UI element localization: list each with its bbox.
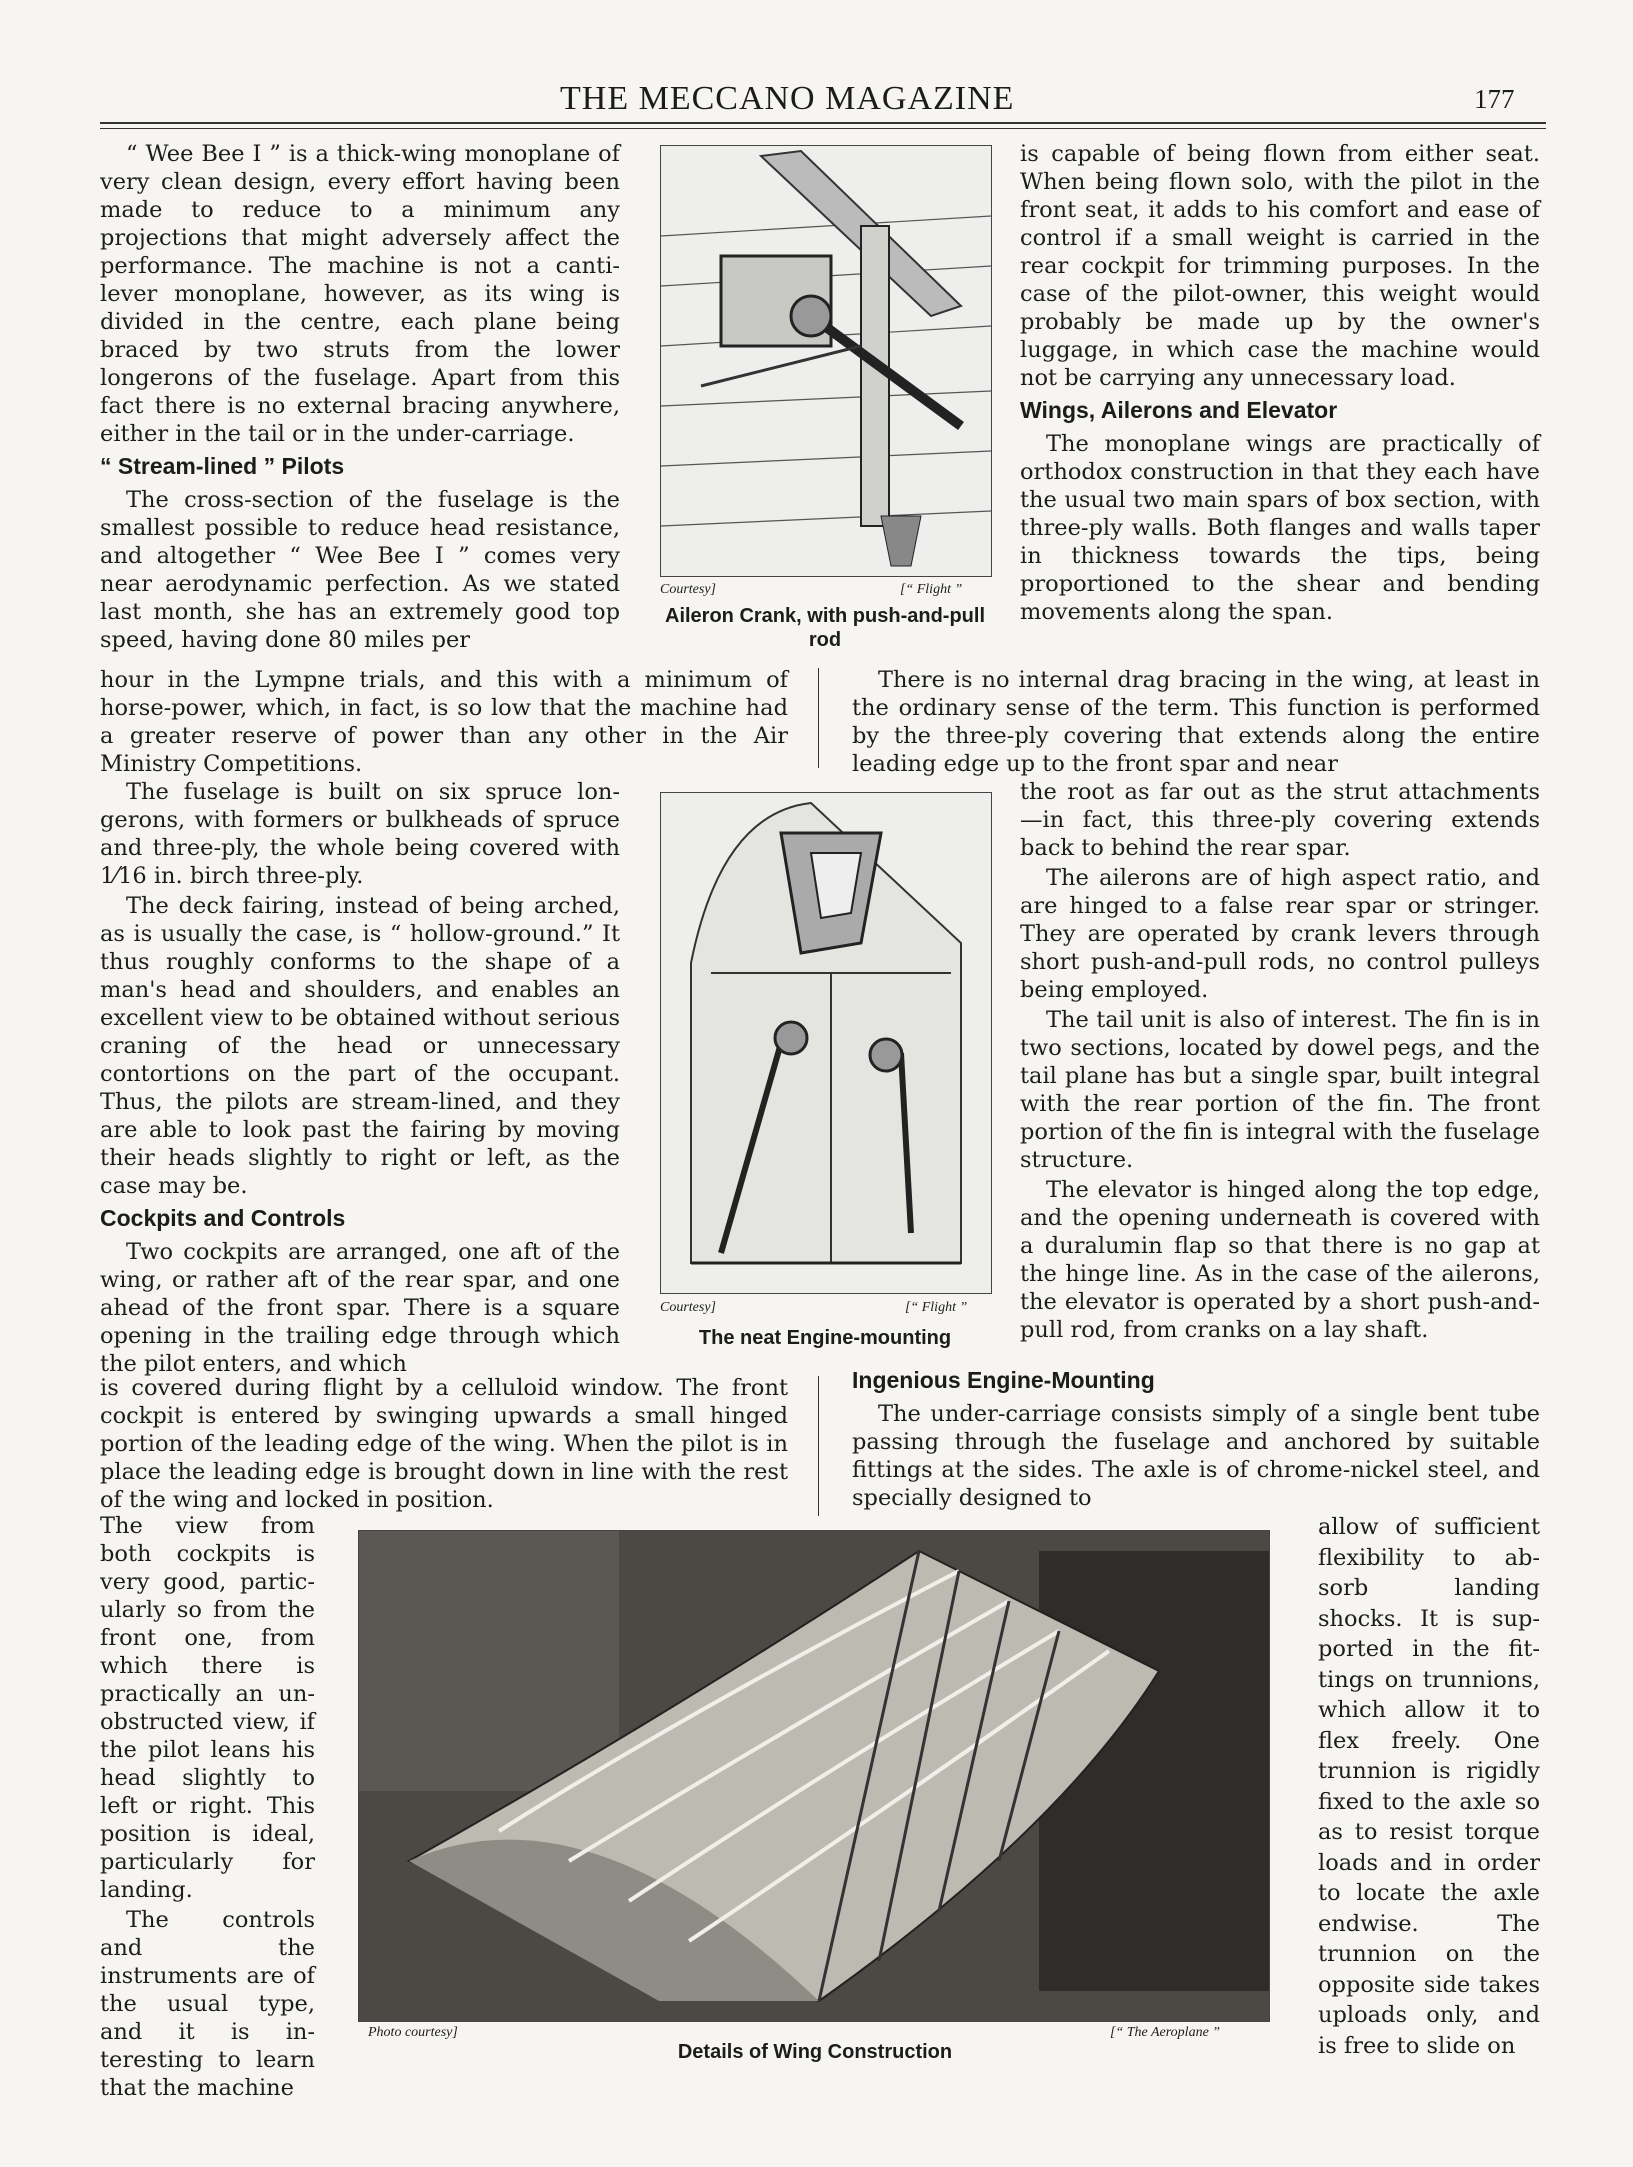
right-column-top (1020, 140, 1540, 628)
engine-mounting-figure (660, 792, 992, 1294)
wing-construction-image (359, 1531, 1269, 2021)
column-divider (818, 1376, 819, 1516)
left-column-top (100, 140, 620, 656)
section-heading: Wings, Ailerons and Elevator (1020, 397, 1338, 423)
paragraph: The under-carriage consists simply of a single bent tube passing through the fuselage and anchored by suitable fittings at the sides. The axle is of chrome-nickel steel, and specially designed to (852, 1401, 1540, 1511)
figure-credit: Photo courtesy] (368, 2025, 458, 2040)
figure-credit: Courtesy] (660, 582, 716, 597)
paragraph: The deck fairing, instead of being arched, as is usually the case, is “ hollow-ground.” It thus roughly conforms to the shape of a man's head and shoulders, and enables an excellent view to be obtained without serious craning of the head or unnecessary contortions on the part of the occupant. Thus, the pilots are stream-lined, and they are able to look past the fairing by moving their heads slightly to right or left, as the case may be. (100, 893, 620, 1199)
figure-caption: The neat Engine-mounting (698, 1327, 952, 1349)
paragraph: The cross-section of the fuselage is the smallest possible to reduce head resistance, and altogether “ Wee Bee I ” comes very near aerodynamic perfection. As we stated last month, she has an extremely good top speed, having done 80 miles per (100, 487, 620, 653)
aileron-crank-drawing (661, 146, 991, 576)
paragraph: Two cockpits are arranged, one aft of the wing, or rather aft of the rear spar, and one ahead of the front spar. There is a square opening in the trailing edge through which the pilot enters, and which (100, 1239, 620, 1377)
engine-mounting-drawing (661, 793, 991, 1293)
mid-right-block (852, 666, 1540, 780)
right-column-middle (1020, 778, 1540, 1346)
wing-construction-photo (358, 1530, 1270, 2022)
figure-credit: Courtesy] (660, 1300, 716, 1315)
paragraph: is capable of being flown from either seat. When being flown solo, with the pilot in the front seat, it adds to his comfort and ease of control if a small weight is carried in the rear cockpit for trimming purposes. In the case of the pilot-owner, this weight would probably be made up by the owner's luggage, in which case the machine would not be carrying any unnecessary load. (1020, 141, 1540, 391)
paragraph: There is no internal drag bracing in the wing, at least in the ordinary sense of the term. This function is performed by the three-ply covering that extends along the entire leading edge up to the front spar and near (852, 667, 1540, 777)
paragraph: The elevator is hinged along the top edge, and the opening underneath is covered with a duralumin flap so that there is no gap at the hinge line. As in the case of the ailerons, the elevator is operated by a short push-and-pull rod, from cranks on a lay shaft. (1020, 1177, 1540, 1343)
header-rule (100, 122, 1546, 124)
paragraph: allow of sufficient flexibility to ab-sorb landing shocks. It is sup-ported in the fit-tings on trunnions, which allow it to flex freely. One trunnion is rigidly fixed to the axle so as to resist torque loads and in order to locate the axle endwise. The trunnion on the opposite side takes uploads only, and is free to slide on (1318, 1514, 1540, 2059)
right-column-bottom (1318, 1512, 1540, 2063)
header-rule-thin (100, 128, 1546, 129)
figure-credit: [“ Flight ” (905, 1300, 968, 1315)
magazine-title: THE MECCANO MAGAZINE (560, 80, 1015, 117)
section-heading: Cockpits and Controls (100, 1205, 346, 1231)
mid-left-block-2 (100, 1374, 788, 1516)
mid-right-block-2 (852, 1362, 1540, 1514)
figure-credit: [“ The Aeroplane ” (1110, 2025, 1221, 2040)
mid-left-block (100, 666, 788, 780)
section-heading: Ingenious Engine-Mounting (852, 1367, 1155, 1393)
figure-caption: Details of Wing Construction (677, 2041, 953, 2063)
figure-caption: Aileron Crank, with push-and-pull rod (665, 605, 985, 651)
left-column-bottom (100, 1512, 315, 2104)
paragraph: The controls and the instruments are of the usual type, and it is in-teresting to learn that the machine (100, 1907, 315, 2101)
paragraph: The monoplane wings are practically of orthodox construction in that they each have the usual two main spars of box section, with three-ply walls. Both flanges and walls taper in thickness towards the tips, being proportioned to the shear and bending movements along the span. (1020, 431, 1540, 625)
paragraph: “ Wee Bee I ” is a thick-wing monoplane of very clean design, every effort having been made to reduce to a minimum any projections that might adversely affect the performance. The machine is not a canti-lever monoplane, however, as its wing is divided in the centre, each plane being braced by two struts from the lower longerons of the fuselage. Apart from this fact there is no external bracing anywhere, either in the tail or in the under-carriage. (100, 141, 620, 447)
figure-credit: [“ Flight ” (900, 582, 963, 597)
paragraph: The ailerons are of high aspect ratio, and are hinged to a false rear spar or stringer. They are operated by crank levers through short push-and-pull rods, no control pulleys being employed. (1020, 865, 1540, 1003)
aileron-crank-figure (660, 145, 992, 577)
column-divider (818, 668, 819, 768)
paragraph: The fuselage is built on six spruce lon-gerons, with formers or bulkheads of spruce and three-ply, the whole being covered with 1⁄16 in. birch three-ply. (100, 779, 620, 889)
page-number: 177 (1474, 84, 1515, 114)
section-heading: “ Stream-lined ” Pilots (100, 453, 345, 479)
left-column-middle (100, 778, 620, 1380)
paragraph: The tail unit is also of interest. The fin is in two sections, located by dowel pegs, and the tail plane has but a single spar, built integral with the rear portion of the fin. The front portion of the fin is integral with the fuselage structure. (1020, 1007, 1540, 1173)
paragraph: The view from both cockpits is very good, partic-ularly so from the front one, from which there is practically an un-obstructed view, if the pilot leans his head slightly to left or right. This position is ideal, particularly for landing. (100, 1513, 315, 1903)
paragraph: the root as far out as the strut attachments —in fact, this three-ply covering extends back to behind the rear spar. (1020, 779, 1540, 861)
paragraph: hour in the Lympne trials, and this with a minimum of horse-power, which, in fact, is so low that the machine had a greater reserve of power than any other in the Air Ministry Competitions. (100, 667, 788, 777)
paragraph: is covered during flight by a celluloid window. The front cockpit is entered by swinging upwards a small hinged portion of the leading edge of the wing. When the pilot is in place the leading edge is brought down in line with the rest of the wing and locked in position. (100, 1375, 788, 1513)
